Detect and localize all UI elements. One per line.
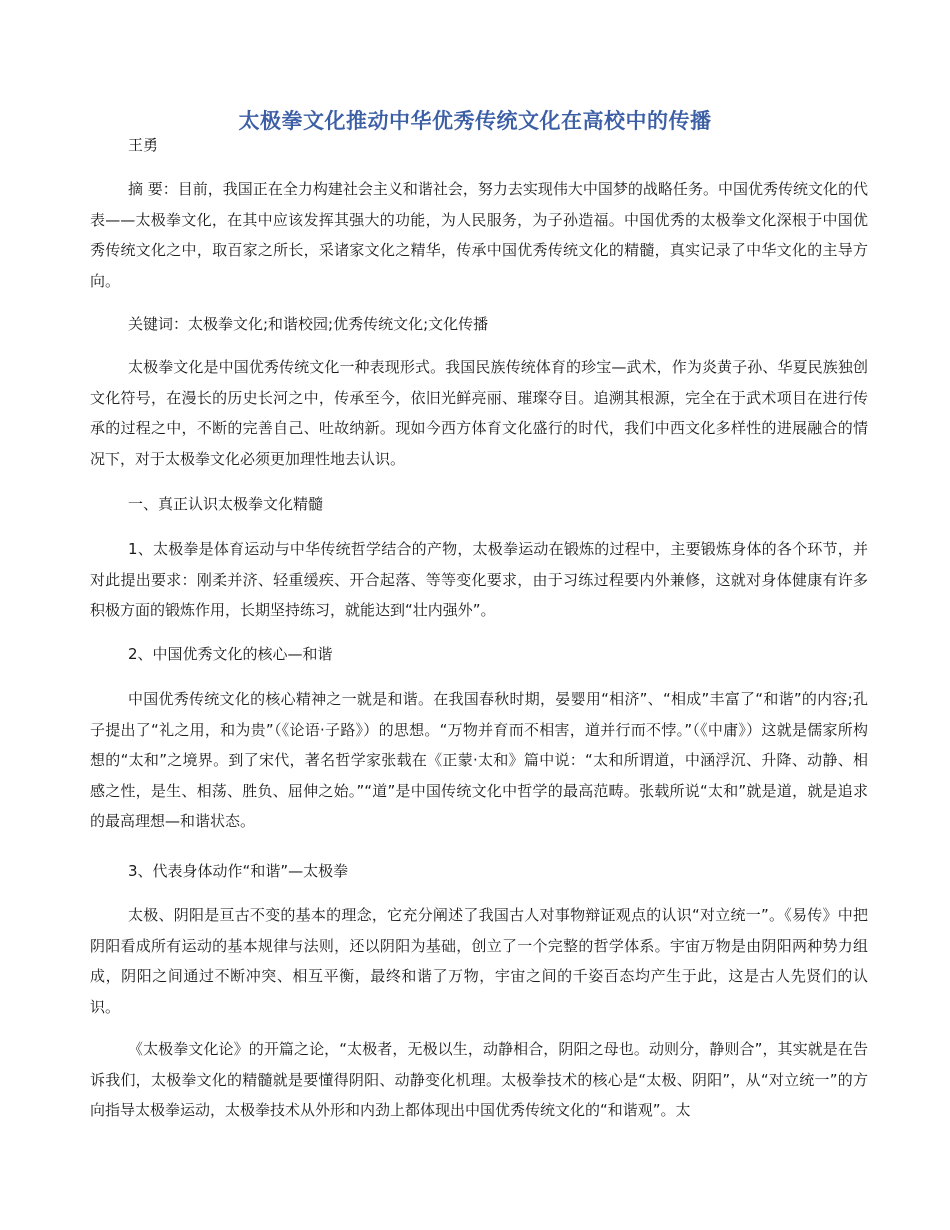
item-3-paragraph: 太极、阴阳是亘古不变的基本的理念，它充分阐述了我国古人对事物辩证观点的认识“对立统一”。《易传》中把阴阳看成所有运动的基本规律与法则，还以阴阳为基础，创立了一个完整的哲学体系。宇宙万物是由阴阳两种势力组成，阴阳之间通过不断冲突、相互平衡，最终和谐了万物，宇宙之间的千姿百态均产生于此，这是古人先贤们的认识。 — [90, 906, 868, 1016]
item-2-paragraph: 中国优秀传统文化的核心精神之一就是和谐。在我国春秋时期，晏婴用“相济”、“相成”丰富了“和谐”的内容;孔子提出了“礼之用，和为贵”（《论语·子路》）的思想。“万物并育而不相害，道并行而不悖。”（《中庸》）这就是儒家所构想的“太和”之境界。到了宋代，著名哲学家张载在《正蒙·太和》篇中说：“太和所谓道，中涵浮沉、升降、动静、相感之性，是生、相荡、胜负、屈伸之始。”“道”是中国传统文化中哲学的最高范畴。张载所说“太和”就是道，就是追求的最高理想—和谐状态。 — [90, 690, 868, 830]
author-name: 王勇 — [128, 136, 159, 154]
keywords-line: 关键词：太极拳文化;和谐校园;优秀传统文化;文化传播 — [128, 315, 489, 333]
item-2-heading: 2、中国优秀文化的核心—和谐 — [128, 645, 333, 663]
document-title: 太极拳文化推动中华优秀传统文化在高校中的传播 — [238, 109, 712, 133]
abstract-paragraph: 摘 要：目前，我国正在全力构建社会主义和谐社会，努力去实现伟大中国梦的战略任务。中国优秀传统文化的代表——太极拳文化，在其中应该发挥其强大的功能，为人民服务，为子孙造福。中国优秀的太极拳文化深根于中国优秀传统文化之中，取百家之所长，采诸家文化之精华，传承中国优秀传统文化的精髓，真实记录了中华文化的主导方向。 — [90, 180, 868, 290]
intro-paragraph: 太极拳文化是中国优秀传统文化一种表现形式。我国民族传统体育的珍宝—武术，作为炎黄子孙、华夏民族独创文化符号，在漫长的历史长河之中，传承至今，依旧光鲜亮丽、璀璨夺目。追溯其根源，完全在于武术项目在进行传承的过程之中，不断的完善自己、吐故纳新。现如今西方体育文化盛行的时代，我们中西文化多样性的进展融合的情况下，对于太极拳文化必须更加理性地去认识。 — [90, 358, 868, 468]
item-3-heading: 3、代表身体动作“和谐”—太极拳 — [128, 862, 349, 880]
section-heading-1: 一、真正认识太极拳文化精髓 — [128, 495, 324, 513]
item-3-paragraph-2: 《太极拳文化论》的开篇之论，“太极者，无极以生，动静相合，阴阳之母也。动则分，静则合”，其实就是在告诉我们，太极拳文化的精髓就是要懂得阴阳、动静变化机理。太极拳技术的核心是“太极、阴阳”，从“对立统一”的方向指导太极拳运动，太极拳技术从外形和内劲上都体现出中国优秀传统文化的“和谐观”。太 — [90, 1040, 868, 1119]
item-1-paragraph: 1、太极拳是体育运动与中华传统哲学结合的产物，太极拳运动在锻炼的过程中，主要锻炼身体的各个环节，并对此提出要求：刚柔并济、轻重缓疾、开合起落、等等变化要求，由于习练过程要内外兼修，这就对身体健康有许多积极方面的锻炼作用，长期坚持练习，就能达到“壮内强外”。 — [90, 540, 868, 619]
